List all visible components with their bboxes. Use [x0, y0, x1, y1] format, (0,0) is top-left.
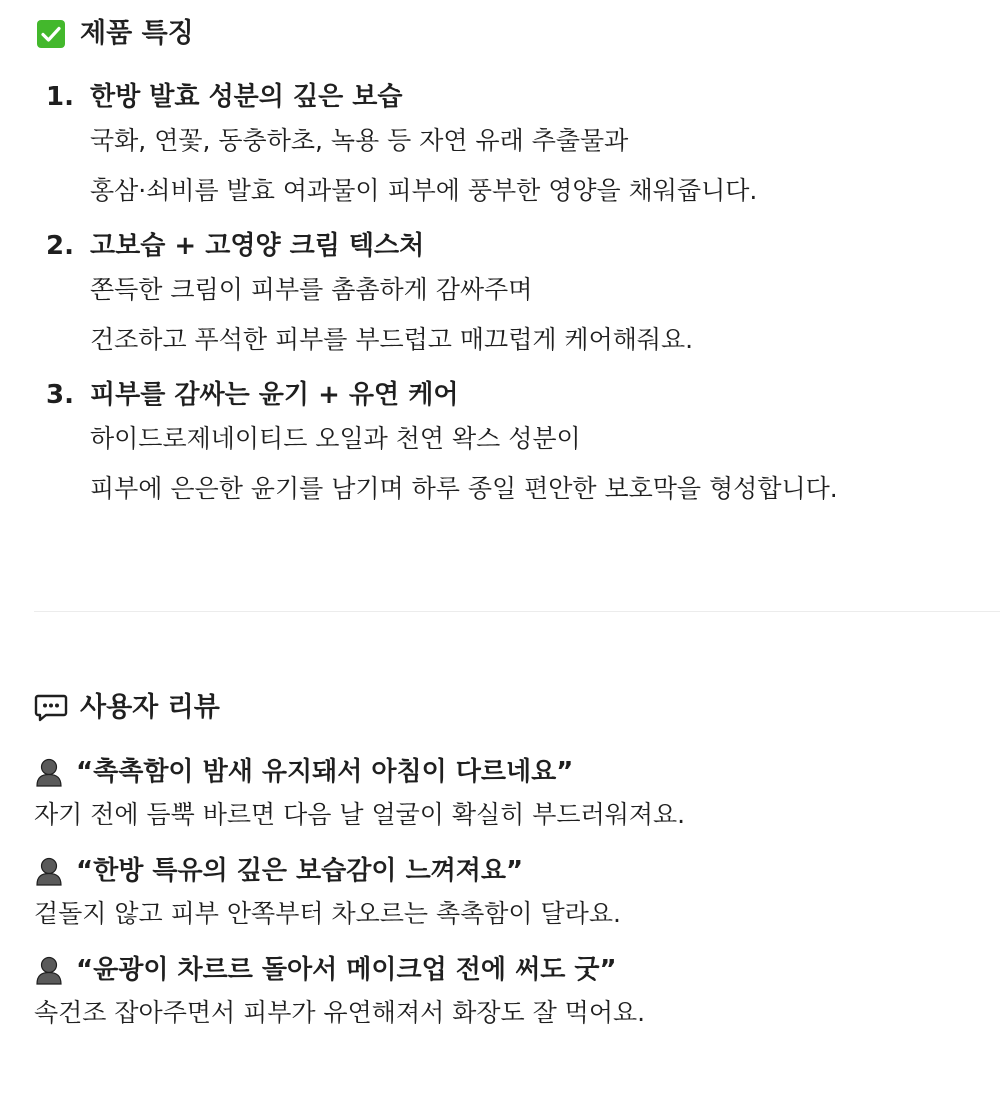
review-list: [34, 752, 984, 1049]
feature-number: 1.: [46, 82, 74, 112]
reviews-heading: [34, 690, 220, 726]
features-heading-text: 제품 특징: [80, 18, 194, 49]
review-body: 속건조 잡아주면서 피부가 유연해져서 화장도 잘 먹어요.: [34, 998, 646, 1027]
review-body: 자기 전에 듬뿍 바르면 다음 날 얼굴이 확실히 부드러워져요.: [34, 800, 686, 829]
feature-list: [46, 78, 986, 525]
feature-item: [46, 227, 986, 365]
feature-description-line: 피부에 은은한 윤기를 남기며 하루 종일 편안한 보호막을 형성합니다.: [90, 474, 838, 503]
feature-title: [46, 227, 986, 265]
user-silhouette-icon: [34, 955, 64, 985]
feature-title-text: 피부를 감싸는 윤기 + 유연 케어: [90, 380, 459, 410]
feature-item: [46, 376, 986, 514]
section-divider: [34, 611, 1000, 612]
review-item: [34, 851, 984, 937]
review-item: [34, 950, 984, 1036]
review-item: [34, 752, 984, 838]
user-silhouette-icon: [34, 856, 64, 886]
feature-description-line: 건조하고 푸석한 피부를 부드럽고 매끄럽게 케어해줘요.: [90, 325, 694, 354]
review-title-text: “윤광이 차르르 돌아서 메이크업 전에 써도 굿”: [76, 955, 617, 985]
reviews-heading-text: 사용자 리뷰: [80, 692, 220, 723]
check-mark-button-icon: [36, 19, 66, 49]
review-title-text: “촉촉함이 밤새 유지돼서 아침이 다르네요”: [76, 757, 574, 787]
feature-description-line: 하이드로제네이티드 오일과 천연 왁스 성분이: [90, 424, 581, 453]
feature-title-text: 고보습 + 고영양 크림 텍스처: [90, 231, 425, 261]
feature-title: [46, 376, 986, 414]
speech-bubble-icon: [34, 693, 68, 723]
review-title-text: “한방 특유의 깊은 보습감이 느껴져요”: [76, 856, 524, 886]
feature-title-text: 한방 발효 성분의 깊은 보습: [90, 82, 403, 112]
review-title: [34, 851, 984, 891]
review-body: 겉돌지 않고 피부 안쪽부터 차오르는 촉촉함이 달라요.: [34, 899, 621, 928]
feature-number: 3.: [46, 380, 74, 410]
review-title: [34, 752, 984, 792]
user-silhouette-icon: [34, 757, 64, 787]
features-heading: [36, 16, 194, 52]
feature-item: [46, 78, 986, 216]
feature-title: [46, 78, 986, 116]
feature-number: 2.: [46, 231, 74, 261]
review-title: [34, 950, 984, 990]
feature-description-line: 국화, 연꽃, 동충하초, 녹용 등 자연 유래 추출물과: [90, 126, 629, 155]
feature-description-line: 쫀득한 크림이 피부를 촘촘하게 감싸주며: [90, 275, 533, 304]
feature-description-line: 홍삼·쇠비름 발효 여과물이 피부에 풍부한 영양을 채워줍니다.: [90, 176, 758, 205]
